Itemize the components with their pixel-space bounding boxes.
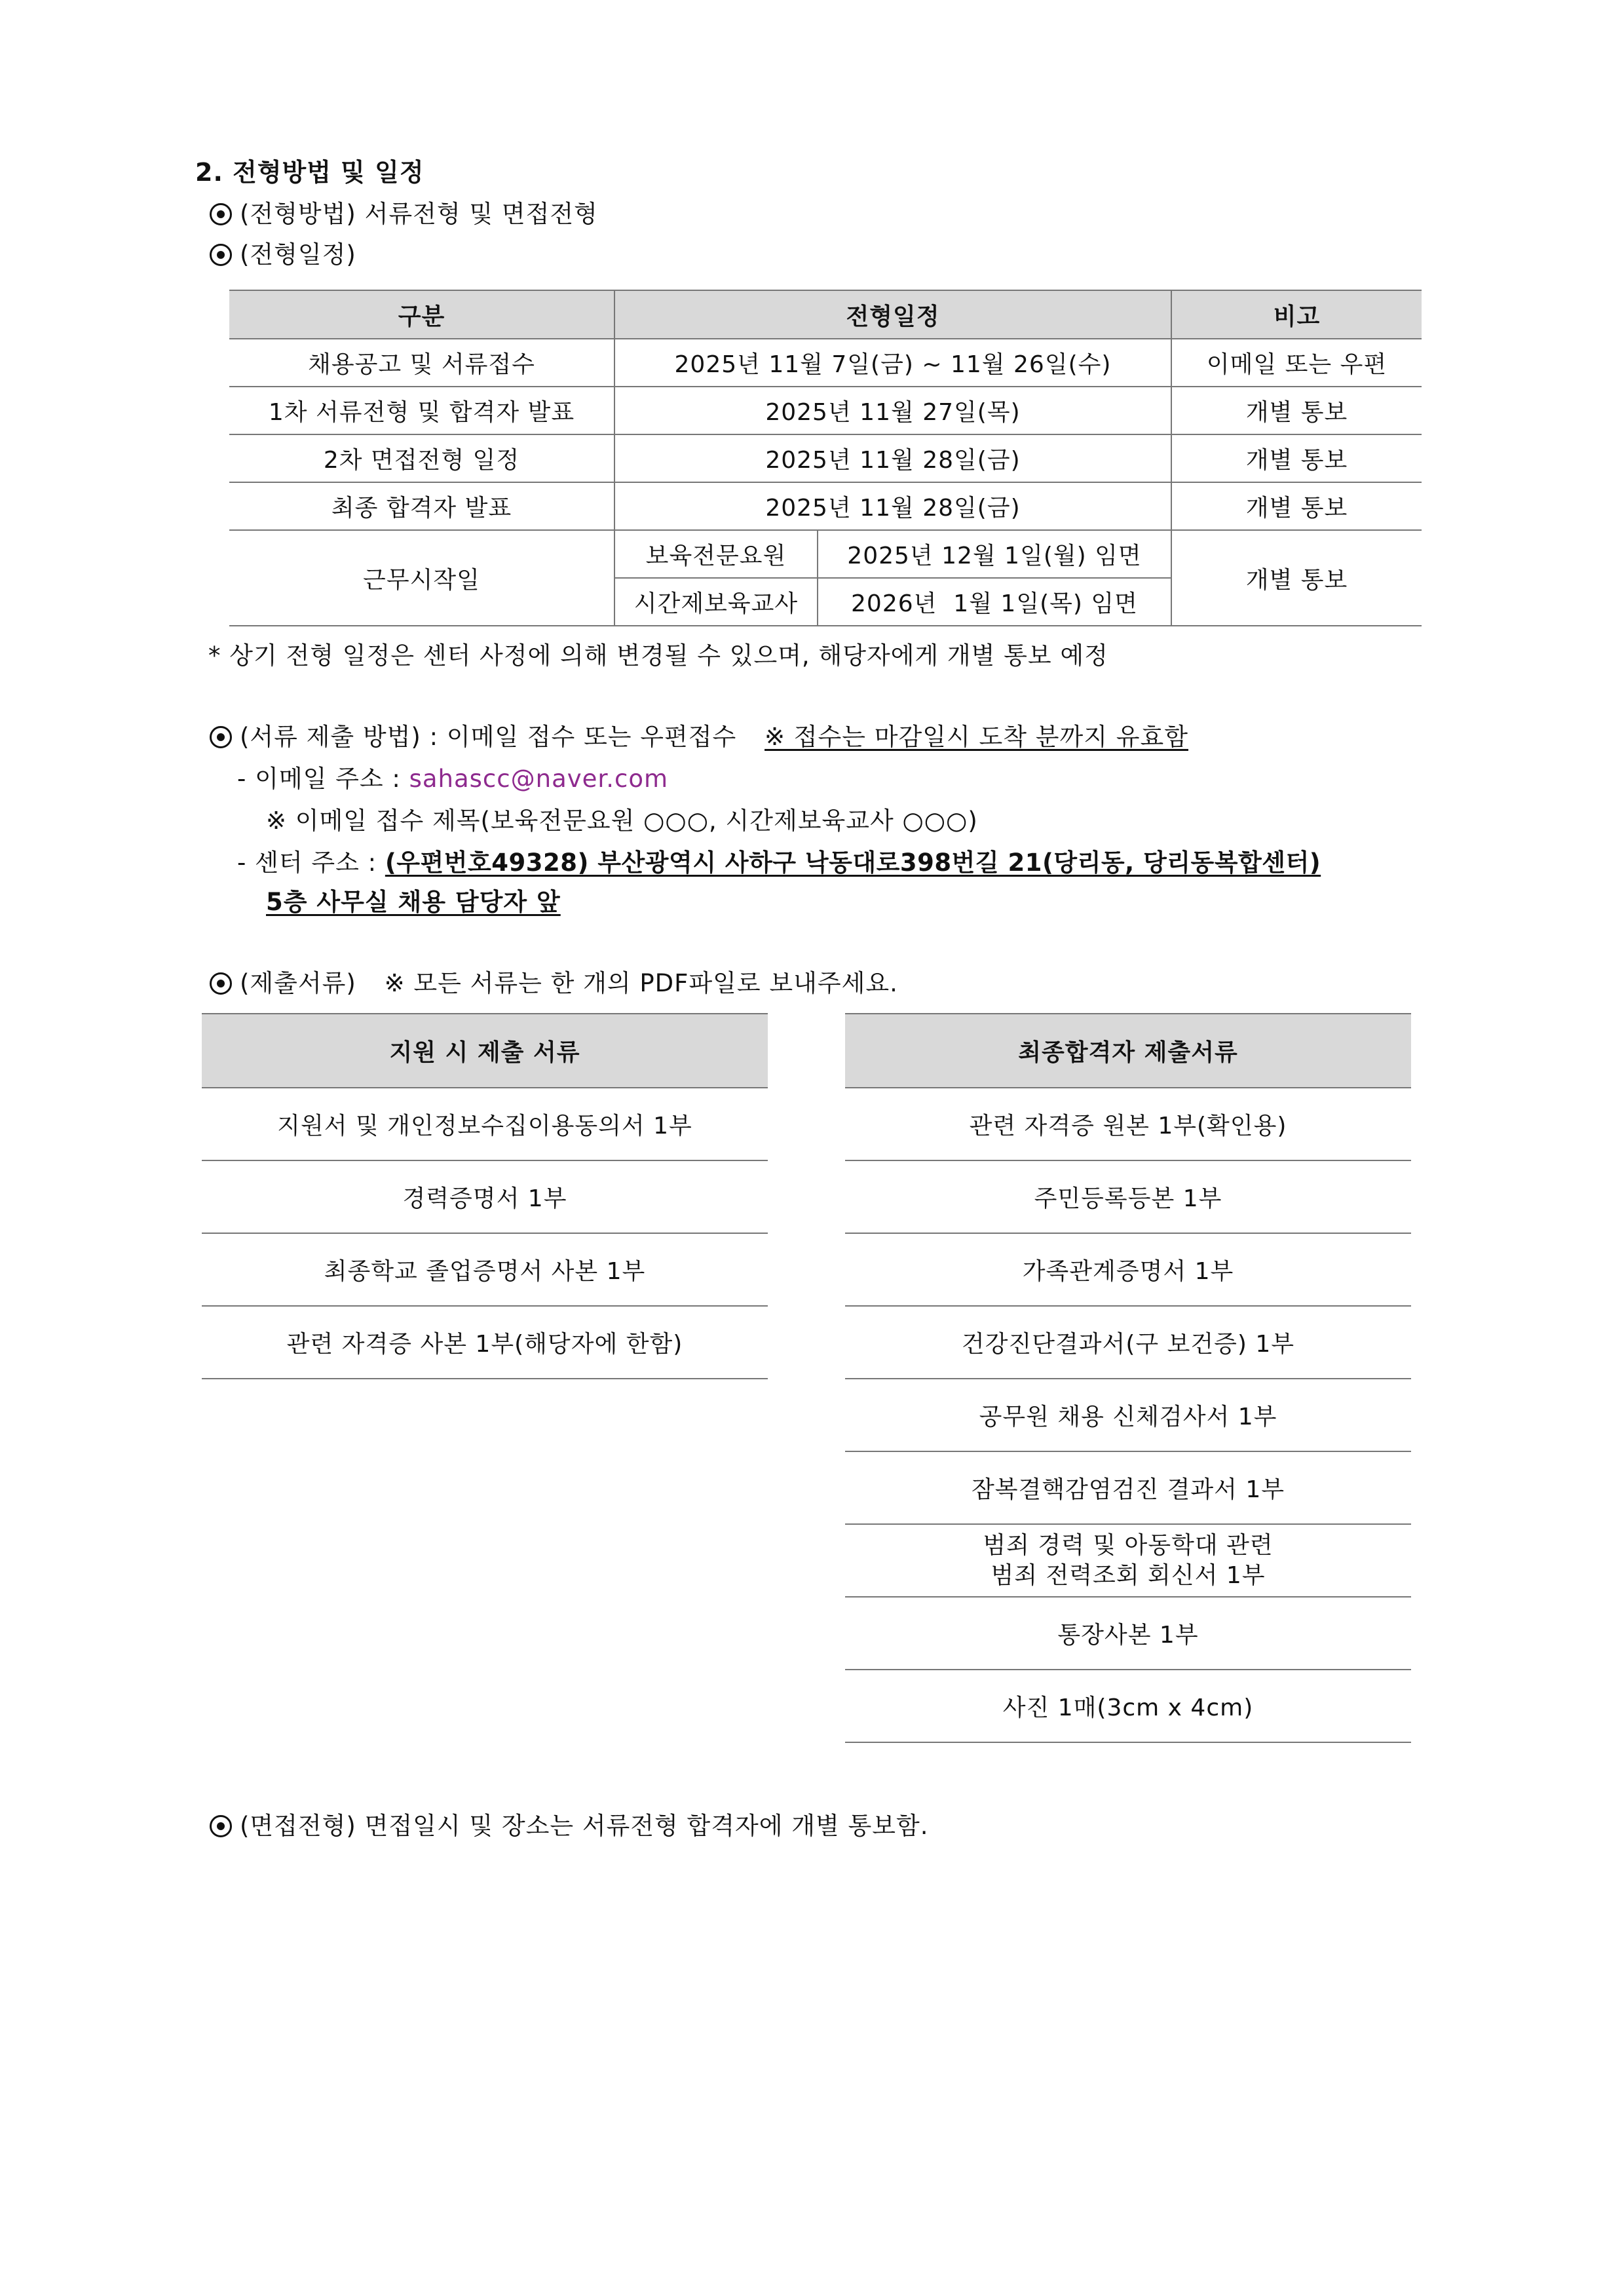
table-row: 지원서 및 개인정보수집이용동의서 1부 (202, 1088, 768, 1160)
schedule-table (229, 290, 1422, 626)
email-address-link[interactable]: sahascc@naver.com (409, 765, 668, 793)
address-text: (우편번호49328) 부산광역시 사하구 낙동대로398번길 21(당리동, 당리동복합센터) (385, 849, 1321, 877)
table-row: 경력증명서 1부 (202, 1160, 768, 1233)
final-docs-header: 최종합격자 제출서류 (845, 1014, 1411, 1088)
table-row: 잠복결핵감염검진 결과서 1부 (845, 1451, 1411, 1524)
table-row: 최종학교 졸업증명서 사본 1부 (202, 1233, 768, 1306)
final-docs-table (845, 1013, 1411, 1743)
address-line: - 센터 주소 : (우편번호49328) 부산광역시 사하구 낙동대로398번길 21(당리동, 당리동복합센터) (237, 849, 1321, 877)
row-schedule: 2025년 11월 28일(금) (614, 434, 1171, 482)
row-note: 이메일 또는 우편 (1171, 339, 1422, 387)
row-note: 개별 통보 (1171, 387, 1422, 434)
table-row: 가족관계증명서 1부 (845, 1233, 1411, 1306)
schedule-header-row (229, 290, 1422, 339)
table-row: 관련 자격증 사본 1부(해당자에 한함) (202, 1306, 768, 1379)
apply-docs-table (202, 1013, 768, 1379)
table-row: 건강진단결과서(구 보건증) 1부 (845, 1306, 1411, 1379)
table-row: 사진 1매(3cm x 4cm) (845, 1670, 1411, 1742)
table-row (229, 387, 1422, 434)
submission-deadline-note: ※ 접수는 마감일시 도착 분까지 유효함 (765, 723, 1188, 751)
table-row (229, 482, 1422, 530)
circle-bullet-icon (210, 203, 232, 225)
interview-line: (면접전형) 면접일시 및 장소는 서류전형 합격자에 개별 통보함. (210, 1806, 929, 1841)
start-role: 시간제보육교사 (614, 578, 818, 626)
circle-bullet-icon (210, 726, 232, 748)
row-schedule: 2025년 11월 7일(금) ~ 11월 26일(수) (614, 339, 1171, 387)
two-line-item-line2: 범죄 전력조회 회신서 1부 (991, 1561, 1266, 1589)
row-category: 채용공고 및 서류접수 (229, 339, 614, 387)
table-row: 공무원 채용 신체검사서 1부 (845, 1379, 1411, 1451)
table-row (229, 530, 1422, 578)
two-line-item-line1: 범죄 경력 및 아동학대 관련 (983, 1531, 1274, 1559)
start-category: 근무시작일 (229, 530, 614, 626)
schedule-note: * 상기 전형 일정은 센터 사정에 의해 변경될 수 있으며, 해당자에게 개별 통보 예정 (208, 641, 1108, 670)
row-note: 개별 통보 (1171, 434, 1422, 482)
row-category: 2차 면접전형 일정 (229, 434, 614, 482)
schedule-label-line: (전형일정) (210, 235, 356, 270)
row-category: 1차 서류전형 및 합격자 발표 (229, 387, 614, 434)
row-schedule: 2025년 11월 27일(목) (614, 387, 1171, 434)
address-text-line2: 5층 사무실 채용 담당자 앞 (266, 888, 561, 916)
start-note: 개별 통보 (1171, 530, 1422, 626)
circle-bullet-icon (210, 972, 232, 995)
submission-method-line: (서류 제출 방법) : 이메일 접수 또는 우편접수 ※ 접수는 마감일시 도착 분까지 유효함 (210, 717, 1188, 752)
table-row (229, 339, 1422, 387)
section-heading: 2. 전형방법 및 일정 (195, 158, 425, 187)
header-category: 구분 (229, 290, 614, 339)
start-role: 보육전문요원 (614, 530, 818, 578)
row-category: 최종 합격자 발표 (229, 482, 614, 530)
table-row (229, 434, 1422, 482)
table-row: 주민등록등본 1부 (845, 1160, 1411, 1233)
table-row (845, 1524, 1411, 1597)
header-schedule: 전형일정 (614, 290, 1171, 339)
row-schedule: 2025년 11월 28일(금) (614, 482, 1171, 530)
table-row: 통장사본 1부 (845, 1597, 1411, 1670)
documents-line: (제출서류) ※ 모든 서류는 한 개의 PDF파일로 보내주세요. (210, 963, 898, 999)
start-date: 2025년 12월 1일(월) 임면 (818, 530, 1171, 578)
method-line: (전형방법) 서류전형 및 면접전형 (210, 194, 598, 229)
circle-bullet-icon (210, 244, 232, 266)
start-date: 2026년 1월 1일(목) 임면 (818, 578, 1171, 626)
apply-docs-header: 지원 시 제출 서류 (202, 1014, 768, 1088)
documents-note: ※ 모든 서류는 한 개의 PDF파일로 보내주세요. (384, 969, 898, 997)
email-subject-note: ※ 이메일 접수 제목(보육전문요원 ○○○, 시간제보육교사 ○○○) (266, 807, 978, 835)
email-line: - 이메일 주소 : sahascc@naver.com (237, 765, 668, 793)
row-note: 개별 통보 (1171, 482, 1422, 530)
table-row: 관련 자격증 원본 1부(확인용) (845, 1088, 1411, 1160)
header-note: 비고 (1171, 290, 1422, 339)
circle-bullet-icon (210, 1815, 232, 1837)
